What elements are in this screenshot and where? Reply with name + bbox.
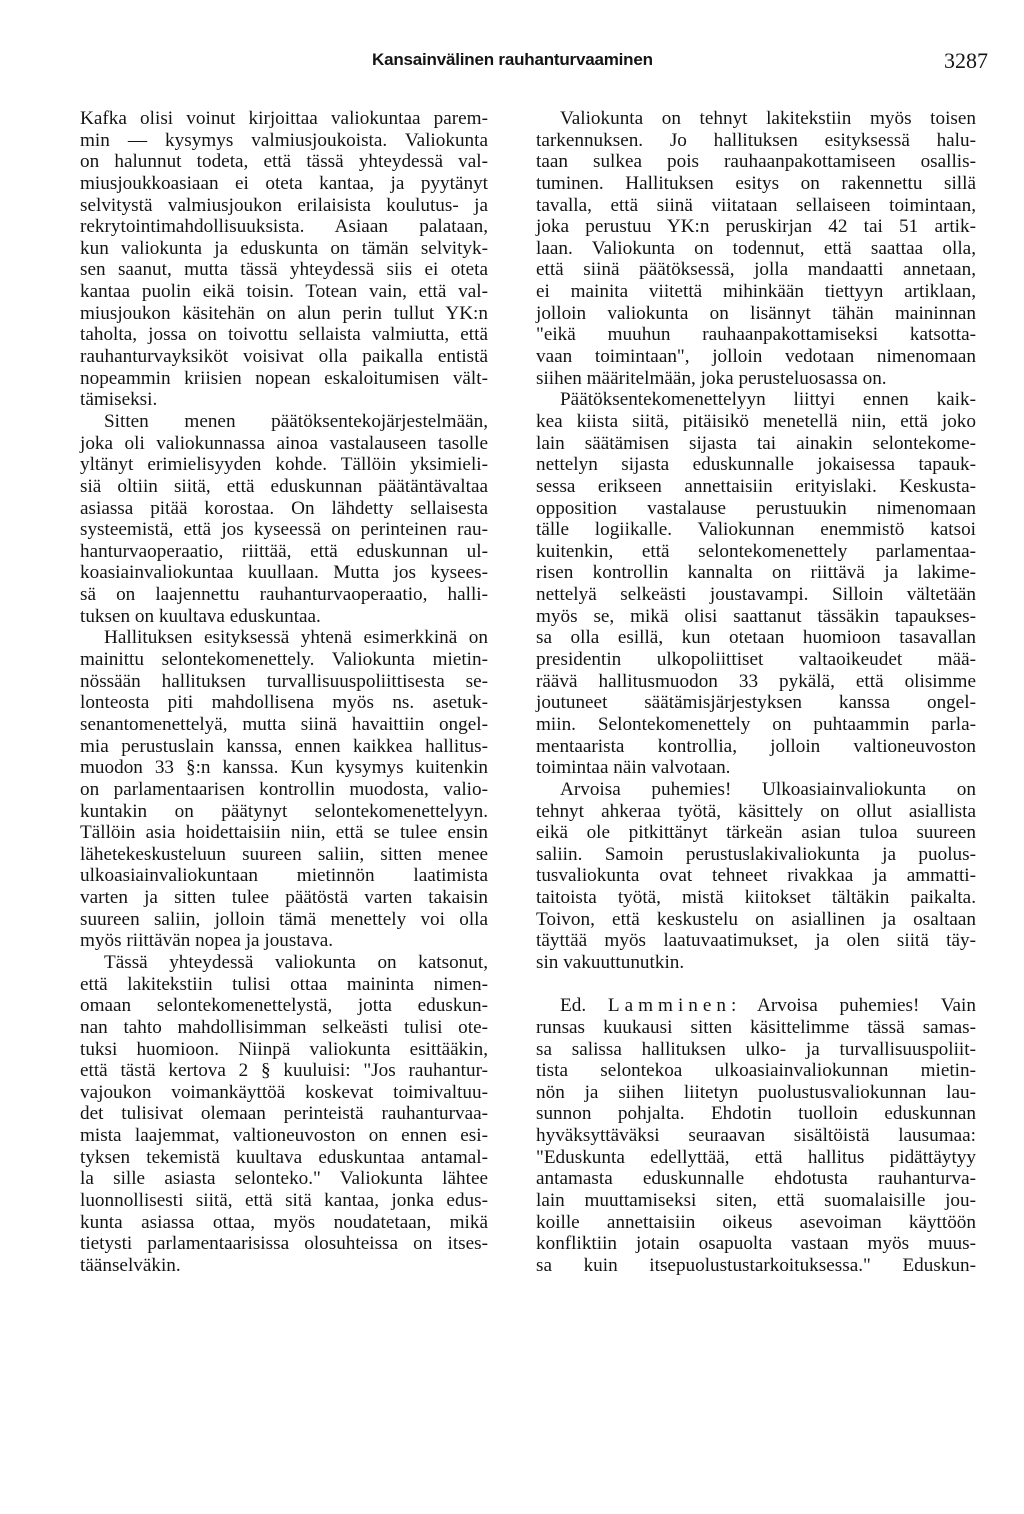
text-line: min — kysymys valmiusjoukoista. Valiokunta	[80, 129, 488, 151]
text-line: konfliktiin jotain osapuolta vastaan myös muus-	[536, 1233, 976, 1255]
text-line: omaan selontekomenettelystä, jotta eduskun-	[80, 995, 488, 1017]
text-line: suureen saliin, jolloin tämä menettely voi olla	[80, 908, 488, 930]
text-line: myös se, mikä olisi saattanut tässäkin tapaukses-	[536, 605, 976, 627]
text-line: luonnollisesti siitä, että sitä kantaa, jonka edus-	[80, 1190, 488, 1212]
text-line: Hallituksen esityksessä yhtenä esimerkkinä on	[104, 627, 488, 649]
text-line: risen kontrollin kannalta on riittävä ja lakime-	[536, 562, 976, 584]
text-line: Päätöksentekomenettelyyn liittyi ennen kaik-	[560, 389, 976, 411]
text-line: hyväksyttäväksi seuraavan sisältöistä lausumaa:	[536, 1125, 976, 1147]
text-line: sin vakuuttunutkin.	[536, 951, 685, 973]
text-line: vajoukon voimankäyttöä koskevat toimivaltuu-	[80, 1081, 488, 1103]
text-line: lain säätämisen sijasta tai ainakin selontekome-	[536, 432, 976, 454]
text-line: Sitten menen päätöksentekojärjestelmään,	[104, 410, 488, 432]
text-line: koille annettaisiin oikeus asevoiman käyttöön	[536, 1211, 976, 1233]
text-line: tietysti parlamentaarisissa olosuhteissa on itses-	[80, 1233, 488, 1255]
text-line: Kafka olisi voinut kirjoittaa valiokuntaa parem-	[80, 108, 488, 129]
text-line: kea kiista siitä, pitäisikö menetellä niin, että joko	[536, 410, 976, 432]
text-line: nettelyä selkeästi joustavampi. Silloin vältetään	[536, 584, 976, 606]
text-line: on halunnut todeta, että tässä yhteydessä val-	[80, 151, 488, 173]
text-line: ulkoasiainvaliokuntaan mietinnön laatimista	[80, 865, 488, 887]
text-line: varten ja sitten tulee päätöstä varten takaisin	[80, 887, 488, 909]
speaker-name: Lamminen	[607, 995, 731, 1017]
text-line: sessa erikseen annettaisiin erityislaki. Keskusta-	[536, 475, 976, 497]
text-line: kuitenkin, että selontekomenettely parlamentaa-	[536, 540, 976, 562]
text-line: joka oli valiokunnassa ainoa vastalauseen tasolle	[80, 432, 488, 454]
text-line: kun valiokunta ja eduskunta on tämän selvityk-	[80, 237, 488, 259]
text-line: sa kuin itsepuolustustarkoituksessa." Eduskun-	[536, 1254, 976, 1276]
text-line: Tässä yhteydessä valiokunta on katsonut,	[104, 951, 488, 973]
text-line: sen saanut, mutta tässä yhteydessä siis ei oteta	[80, 259, 488, 281]
text-line: nettelyn sijasta eduskunnalle jokaisessa tapauk-	[536, 454, 976, 476]
text-line: tuksi huomioon. Niinpä valiokunta esittääkin,	[80, 1038, 488, 1060]
text-line: taan sulkea pois rauhaanpakottamiseen osallis-	[536, 151, 976, 173]
text-line: presidentin ulkopoliittiset valtaoikeudet mää-	[536, 649, 976, 671]
text-line: koasiainvaliokuntaa kuullaan. Mutta jos kysees-	[80, 562, 488, 584]
text-line: tuksen on kuultava eduskuntaa.	[80, 605, 321, 627]
text-line: opposition vastalause perustuukin nimenomaan	[536, 497, 976, 519]
text-line: "Eduskunta edellyttää, että hallitus pidättäytyy	[536, 1146, 976, 1168]
text-line: Arvoisa puhemies! Ulkoasiainvaliokunta on	[560, 778, 976, 800]
text-line: hanturvaoperaatio, riittää, että eduskunnan ul-	[80, 540, 488, 562]
speaker-intro-line	[536, 995, 976, 1017]
text-line: kunta asiassa ottaa, myös noudatetaan, mikä	[80, 1211, 488, 1233]
text-line: vaan toimintaan", jolloin vedotaan nimenomaan	[536, 346, 976, 368]
text-line: kuntakin on päätynyt selontekomenettelyyn.	[80, 800, 488, 822]
speaker-intro-text: : Arvoisa puhemies! Vain	[730, 995, 976, 1017]
text-line: joutuneet säätämisjärjestyksen kanssa ongel-	[536, 692, 976, 714]
right-text-column	[536, 108, 976, 1277]
text-line: joka perustuu YK:n peruskirjan 42 tai 51 artik-	[536, 216, 976, 238]
text-line: sa salissa hallituksen ulko- ja turvallisuuspoliit-	[536, 1038, 976, 1060]
text-line: että tästä kertova 2 § kuuluisi: "Jos rauhantur-	[80, 1060, 488, 1082]
text-line: eikä ole pitkittänyt tärkeän asian tuloa suureen	[536, 822, 976, 844]
text-line: tehnyt ahkeraa työtä, käsittely on ollut asiallista	[536, 800, 976, 822]
text-line: lonteosta piti mahdollisena myös ns. asetuk-	[80, 692, 488, 714]
text-line: rekrytointimahdollisuuksista. Asiaan palataan,	[80, 216, 488, 238]
speaker-prefix: Ed.	[560, 995, 608, 1017]
text-line: tuminen. Hallituksen esitys on rakennettu sillä	[536, 172, 976, 194]
text-line: siä oltiin siitä, että eduskunnan päätäntävaltaa	[80, 475, 488, 497]
running-title: Kansainvälinen rauhanturvaaminen	[372, 50, 653, 69]
text-line: taitoista työtä, mistä kiitokset tältäkin paikalta.	[536, 887, 976, 909]
text-line: Valiokunta on tehnyt lakitekstiin myös toisen	[560, 108, 976, 129]
text-line: muodon 33 §:n kanssa. Kun kysymys kuitenkin	[80, 757, 488, 779]
right-column-body	[536, 108, 976, 974]
text-line: runsas kuukausi sitten käsittelimme tässä samas-	[536, 1016, 976, 1038]
text-line: tavalla, että siinä viitataan sellaiseen toimintaan,	[536, 194, 976, 216]
text-line: nan tahto mahdollisimman selkeästi tulisi ote-	[80, 1016, 488, 1038]
text-line: kantaa puolin eikä toisin. Totean vain, että val-	[80, 281, 488, 303]
text-line: antamasta eduskunnalle ehdotusta rauhanturva-	[536, 1168, 976, 1190]
text-line: sä on laajennettu rauhanturvaoperaatio, halli-	[80, 584, 488, 606]
text-line: ei mainita viitettä mihinkään tiettyyn artiklaan,	[536, 281, 976, 303]
text-line: tista selontekoa ulkoasiainvaliokunnan mietin-	[536, 1060, 976, 1082]
text-line: nopeammin kriisien nopean eskaloitumisen vält-	[80, 367, 488, 389]
text-line: myös riittävän nopea ja joustava.	[80, 930, 334, 952]
text-line: sunnon pohjalta. Ehdotin tuolloin eduskunnan	[536, 1103, 976, 1125]
text-line: nön ja siihen liitetyn puolustusvaliokunnan lau-	[536, 1081, 976, 1103]
text-line: Toivon, että keskustelu on asiallinen ja osaltaan	[536, 908, 976, 930]
text-line: det tulisivat olemaan perinteistä rauhanturvaa-	[80, 1103, 488, 1125]
text-line: räävä hallitusmuodon 33 pykälä, että olisimme	[536, 670, 976, 692]
text-line: tälle logiikalle. Valiokunnan enemmistö katsoi	[536, 519, 976, 541]
text-line: täyttää myös laatuvaatimukset, ja olen siitä täy-	[536, 930, 976, 952]
text-line: on parlamentaarisen kontrollin muodosta, valio-	[80, 778, 488, 800]
paragraph-gap	[536, 974, 976, 996]
text-line: mentaarista kontrollia, jolloin valtioneuvoston	[536, 735, 976, 757]
text-line: tarkennuksen. Jo hallituksen esityksessä halu-	[536, 129, 976, 151]
text-line: mista laajemmat, valtioneuvoston on ennen esi-	[80, 1125, 488, 1147]
text-line: saliin. Samoin perustuslakivaliokunta ja puolus-	[536, 843, 976, 865]
text-line: "eikä muuhun rauhaanpakottamiseksi katsotta-	[536, 324, 976, 346]
left-text-column	[80, 108, 488, 1277]
text-line: nössään hallituksen turvallisuuspoliittisesta se-	[80, 670, 488, 692]
text-line: että siinä päätöksessä, jolla mandaatti annetaan,	[536, 259, 976, 281]
text-line: miusjoukkoasiaan ei oteta kantaa, ja pyytänyt	[80, 172, 488, 194]
text-line: miusjoukon käsitehän on alun perin tullut YK:n	[80, 302, 488, 324]
text-line: selvitystä valmiusjoukon erilaisista koulutus- ja	[80, 194, 488, 216]
text-line: jolloin valiokunta on lisännyt tähän maininnan	[536, 302, 976, 324]
text-line: sa olla esillä, kun otetaan huomioon tasavallan	[536, 627, 976, 649]
text-line: lain muuttamiseksi siten, että suomalaisille jou-	[536, 1190, 976, 1212]
text-line: taholta, jossa on toivottu sellaista valmiutta, että	[80, 324, 488, 346]
text-line: täänselväkin.	[80, 1254, 181, 1276]
text-line: tämiseksi.	[80, 389, 158, 411]
text-line: mainittu selontekomenettely. Valiokunta mietin-	[80, 649, 488, 671]
text-line: Tällöin asia hoidettaisiin niin, että se tulee ensin	[80, 822, 488, 844]
text-line: rauhanturvayksiköt voisivat olla paikalla entistä	[80, 346, 488, 368]
text-line: yltänyt erimielisyyden kohde. Tällöin yksimieli-	[80, 454, 488, 476]
text-line: siihen määritelmään, joka perusteluosassa on.	[536, 367, 887, 389]
text-line: mia perustuslain kanssa, ennen kaikkea hallitus-	[80, 735, 488, 757]
text-line: senantomenettelyä, mutta siinä havaittiin ongel-	[80, 713, 488, 735]
text-line: että lakitekstiin tulisi ottaa maininta nimen-	[80, 973, 488, 995]
text-line: la sille asiasta selonteko." Valiokunta lähtee	[80, 1168, 488, 1190]
speech-body	[536, 1017, 976, 1277]
text-line: laan. Valiokunta on todennut, että saattaa olla,	[536, 237, 976, 259]
text-line: miin. Selontekomenettely on puhtaammin parla-	[536, 713, 976, 735]
text-line: toimintaa näin valvotaan.	[536, 757, 731, 779]
text-line: asiassa pitää korostaa. On lähdetty sellaisesta	[80, 497, 488, 519]
page-number: 3287	[944, 48, 988, 73]
text-line: lähetekeskusteluun suureen saliin, sitten menee	[80, 843, 488, 865]
text-line: systeemistä, että jos kyseessä on perinteinen rau-	[80, 519, 488, 541]
text-line: tyksen tekemistä kuultava eduskuntaa antamal-	[80, 1146, 488, 1168]
text-line: tusvaliokunta ovat tehneet rivakkaa ja ammatti-	[536, 865, 976, 887]
